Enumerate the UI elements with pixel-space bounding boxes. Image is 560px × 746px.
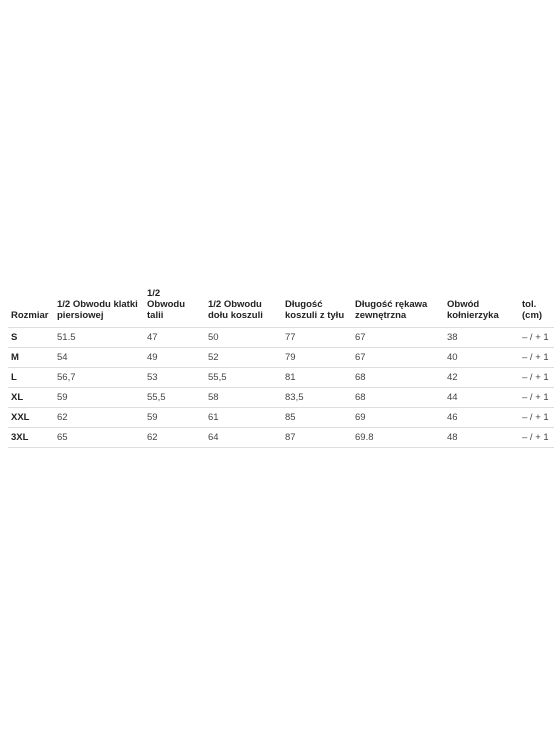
chest-cell: 59 bbox=[54, 388, 144, 408]
column-header-waist: 1/2 Obwodu talii bbox=[147, 288, 185, 321]
column-header-sleeve-length: Długość rękawa zewnętrzna bbox=[355, 299, 428, 321]
size-chart-table bbox=[8, 288, 554, 448]
hem-cell: 58 bbox=[205, 388, 282, 408]
table-row bbox=[8, 368, 554, 388]
table-row bbox=[8, 428, 554, 448]
collar-cell: 38 bbox=[444, 328, 519, 348]
back-length-cell: 77 bbox=[282, 328, 352, 348]
sleeve-length-cell: 69 bbox=[352, 408, 444, 428]
chest-cell: 62 bbox=[54, 408, 144, 428]
waist-cell: 62 bbox=[144, 428, 205, 448]
table-row bbox=[8, 328, 554, 348]
collar-cell: 42 bbox=[444, 368, 519, 388]
tol-cell: – / + 1 bbox=[519, 388, 554, 408]
waist-cell: 55,5 bbox=[144, 388, 205, 408]
back-length-cell: 81 bbox=[282, 368, 352, 388]
chest-cell: 65 bbox=[54, 428, 144, 448]
waist-cell: 47 bbox=[144, 328, 205, 348]
table-row bbox=[8, 348, 554, 368]
table-header-row bbox=[8, 288, 554, 328]
tol-cell: – / + 1 bbox=[519, 328, 554, 348]
column-header-tolerance: tol. (cm) bbox=[522, 299, 543, 321]
hem-cell: 61 bbox=[205, 408, 282, 428]
tol-cell: – / + 1 bbox=[519, 348, 554, 368]
waist-cell: 49 bbox=[144, 348, 205, 368]
collar-cell: 48 bbox=[444, 428, 519, 448]
hem-cell: 64 bbox=[205, 428, 282, 448]
tol-cell: – / + 1 bbox=[519, 408, 554, 428]
chest-cell: 51.5 bbox=[54, 328, 144, 348]
tol-cell: – / + 1 bbox=[519, 368, 554, 388]
hem-cell: 55,5 bbox=[205, 368, 282, 388]
collar-cell: 40 bbox=[444, 348, 519, 368]
waist-cell: 53 bbox=[144, 368, 205, 388]
back-length-cell: 87 bbox=[282, 428, 352, 448]
column-header-chest: 1/2 Obwodu klatki piersiowej bbox=[57, 299, 138, 321]
sleeve-length-cell: 67 bbox=[352, 328, 444, 348]
hem-cell: 52 bbox=[205, 348, 282, 368]
column-header-hem: 1/2 Obwodu dołu koszuli bbox=[208, 299, 263, 321]
table-row bbox=[8, 408, 554, 428]
sleeve-length-cell: 68 bbox=[352, 388, 444, 408]
chest-cell: 54 bbox=[54, 348, 144, 368]
hem-cell: 50 bbox=[205, 328, 282, 348]
waist-cell: 59 bbox=[144, 408, 205, 428]
size-cell: M bbox=[8, 348, 54, 368]
collar-cell: 44 bbox=[444, 388, 519, 408]
tol-cell: – / + 1 bbox=[519, 428, 554, 448]
back-length-cell: 83,5 bbox=[282, 388, 352, 408]
size-cell: XL bbox=[8, 388, 54, 408]
size-cell: 3XL bbox=[8, 428, 54, 448]
size-cell: XXL bbox=[8, 408, 54, 428]
table-row bbox=[8, 388, 554, 408]
back-length-cell: 79 bbox=[282, 348, 352, 368]
size-cell: S bbox=[8, 328, 54, 348]
size-cell: L bbox=[8, 368, 54, 388]
column-header-size: Rozmiar bbox=[11, 310, 49, 321]
back-length-cell: 85 bbox=[282, 408, 352, 428]
sleeve-length-cell: 67 bbox=[352, 348, 444, 368]
column-header-back-length: Długość koszuli z tyłu bbox=[285, 299, 345, 321]
column-header-collar: Obwód kołnierzyka bbox=[447, 299, 499, 321]
sleeve-length-cell: 69.8 bbox=[352, 428, 444, 448]
chest-cell: 56,7 bbox=[54, 368, 144, 388]
sleeve-length-cell: 68 bbox=[352, 368, 444, 388]
collar-cell: 46 bbox=[444, 408, 519, 428]
